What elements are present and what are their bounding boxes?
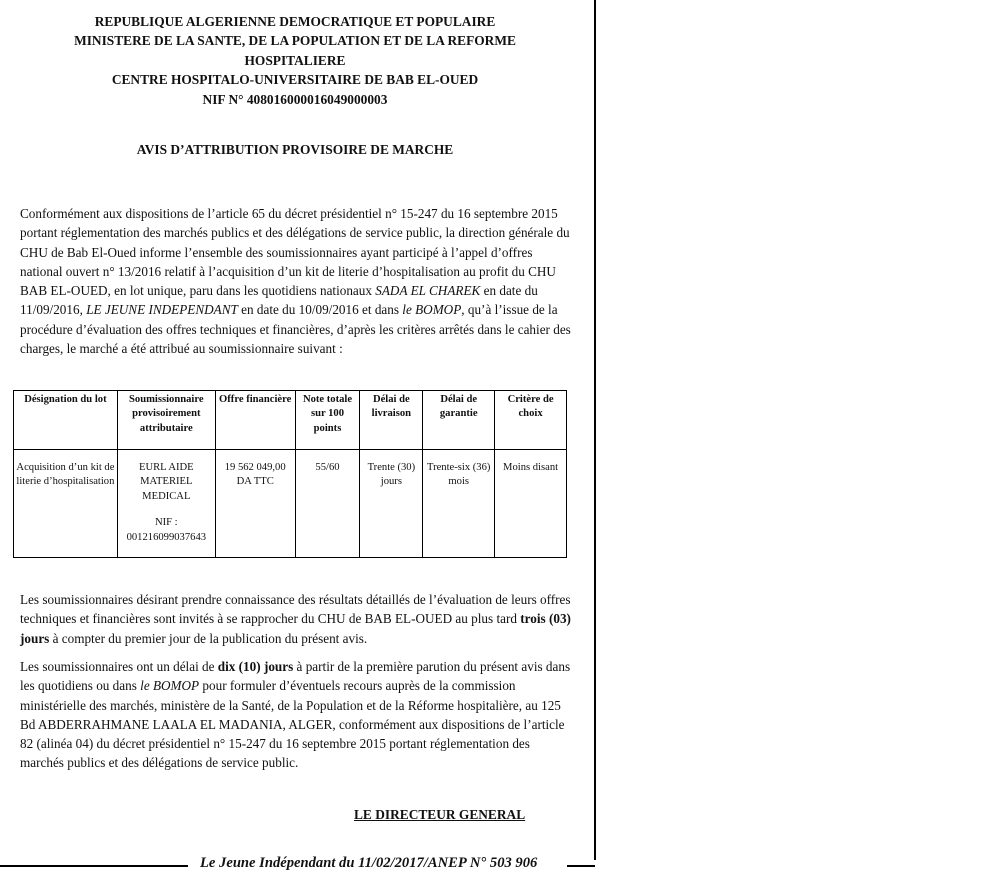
cell-offer: 19 562 049,00 DA TTC — [215, 450, 295, 558]
header-republic: REPUBLIQUE ALGERIENNE DEMOCRATIQUE ET POPULAIRE — [94, 14, 496, 29]
intro-text-1: Conformément aux dispositions de l’article 65 du décret présidentiel n° 15-247 du 16 septembre 2015 portant réglementation des marchés publics et des délégations de service public, la direction générale du CHU de Bab El-Oued informe l’ensemble des soumissionnaires ayant participé à l’appel d’offres national ouvert n° 13/2016 relatif à l’acquisition d’un kit de literie d’hospitalisation au profit du CHU BAB EL-OUED, en lot unique, paru dans les quotidiens nationaux — [20, 206, 570, 299]
cell-delivery: Trente (30) jours — [360, 450, 423, 558]
cell-warranty: Trente-six (36) mois — [423, 450, 495, 558]
intro-text-3: en date du 10/09/2016 et dans — [237, 302, 403, 318]
bidder-nif-label: NIF : — [154, 517, 178, 529]
appeal-deadline: dix (10) jours — [217, 659, 294, 674]
document-header — [20, 12, 570, 109]
footer-rule-right — [567, 865, 595, 867]
col-header-criterion: Critère de choix — [495, 391, 567, 450]
cell-bidder — [117, 450, 215, 558]
col-header-lot: Désignation du lot — [14, 391, 118, 450]
appeal-bomop: le BOMOP — [140, 678, 200, 694]
intro-text-4: , qu’à l’issue de la procédure d’évaluation des offres techniques et financières, d’après les critères arrêtés dans le cahier des charges, le marché a été attribué au soumissionnaire suivant : — [20, 302, 571, 357]
table-header-row — [14, 391, 567, 450]
appeal-text-3: pour formuler d’éventuels recours auprès de la commission ministérielle des marchés, ministère de la Santé, de la Population et de la Réforme hospitalière, au 125 Bd ABDERRAHMANE LAALA EL MADANIA, ALGER, conformément aux dispositions de l’article 82 (alinéa 04) du décret présidentiel n° 15-247 du 16 septembre 2015 portant réglementation des marchés publics et des délégations de service public. — [20, 678, 565, 771]
appeal-text-2: à partir de la première parution du présent avis dans les quotidiens ou dans — [20, 659, 571, 694]
newspaper-sada: SADA EL CHAREK — [375, 283, 481, 299]
cell-criterion: Moins disant — [495, 450, 567, 558]
award-table — [13, 390, 567, 558]
col-header-bidder: Soumissionnaire provisoirement attributaire — [117, 391, 215, 450]
bidder-name: EURL AIDE MATERIEL MEDICAL — [138, 462, 194, 502]
newspaper-bomop: le BOMOP — [402, 302, 462, 318]
header-ministry: MINISTERE DE LA SANTE, DE LA POPULATION ET DE LA REFORME — [74, 33, 516, 49]
bidder-nif: 001216099037643 — [126, 531, 207, 543]
intro-paragraph — [20, 204, 572, 358]
newspaper-jeune: LE JEUNE INDEPENDANT — [86, 302, 238, 318]
col-header-delivery: Délai de livraison — [360, 391, 423, 450]
intro-text-2: en date du 11/09/2016, — [20, 283, 538, 318]
signature: LE DIRECTEUR GENERAL — [354, 807, 526, 822]
publication-source: Le Jeune Indépendant du 11/02/2017/ANEP N° 503 906 — [200, 855, 538, 871]
cell-lot: Acquisition d’un kit de literie d’hospitalisation — [14, 450, 118, 558]
col-header-offer: Offre financière — [215, 391, 295, 450]
results-deadline: trois (03) jours — [20, 611, 571, 646]
results-text-1: Les soumissionnaires désirant prendre connaissance des résultats détaillés de l’évaluation de leurs offres techniques et financières sont invités à se rapprocher du CHU de BAB EL-OUED au plus tard — [20, 592, 571, 627]
cell-score: 55/60 — [295, 450, 360, 558]
header-hospital: CENTRE HOSPITALO-UNIVERSITAIRE DE BAB EL-OUED — [111, 72, 479, 88]
appeal-paragraph — [20, 657, 572, 773]
col-header-score: Note totale sur 100 points — [295, 391, 360, 450]
header-ministry-cont: HOSPITALIERE — [244, 52, 346, 68]
appeal-text-1: Les soumissionnaires ont un délai de — [20, 659, 218, 674]
table-row — [14, 450, 567, 558]
results-text-2: à compter du premier jour de la publication du présent avis. — [49, 630, 368, 646]
header-nif: NIF N° 408016000016049000003 — [202, 91, 388, 107]
footer-rule-left — [0, 865, 188, 867]
results-paragraph — [20, 590, 572, 648]
notice-title: AVIS D’ATTRIBUTION PROVISOIRE DE MARCHE — [136, 142, 454, 157]
publication-footer — [0, 855, 600, 875]
col-header-warranty: Délai de garantie — [423, 391, 495, 450]
